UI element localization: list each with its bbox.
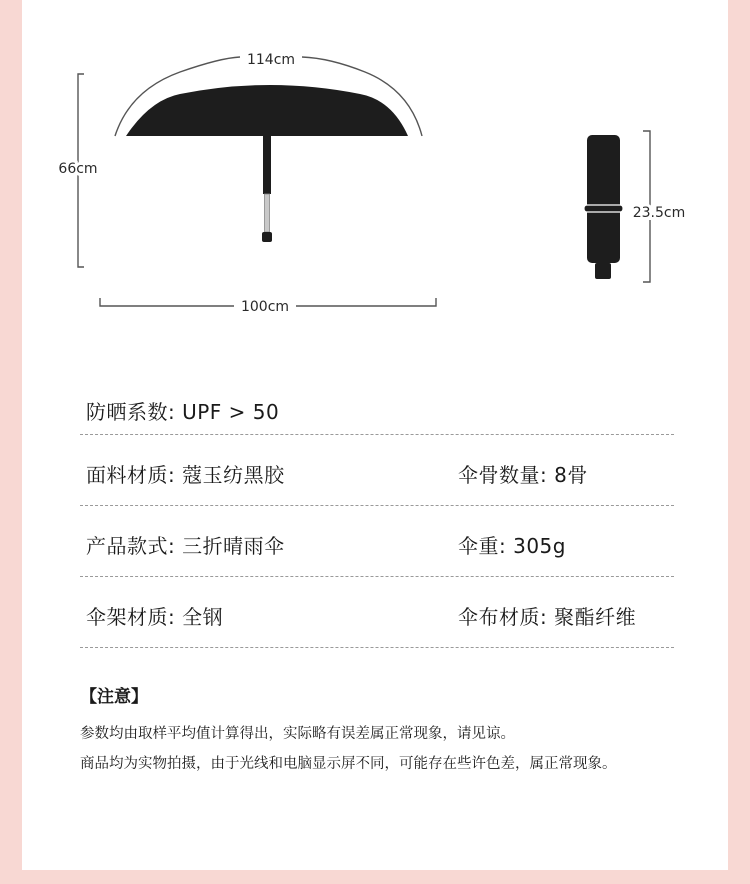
umbrella-canopy <box>126 85 408 136</box>
folded-umbrella-body <box>587 135 620 263</box>
spec-fabric-material: 面料材质: 蔻玉纺黑胶 <box>86 463 285 487</box>
spec-row <box>80 384 674 435</box>
folded-length-label: 23.5cm <box>632 205 686 221</box>
height-label: 66cm <box>58 161 98 177</box>
spec-table <box>80 384 674 648</box>
span-bracket <box>100 298 234 306</box>
spec-row <box>80 506 674 577</box>
umbrella-shaft-metal <box>265 194 270 232</box>
width-label: 114cm <box>246 52 296 68</box>
umbrella-dimension-diagram <box>0 0 750 330</box>
spec-style: 产品款式: 三折晴雨伞 <box>86 534 285 558</box>
spec-weight: 伞重: 305g <box>458 534 566 558</box>
spec-uv-protection: 防晒系数: UPF > 50 <box>86 400 280 424</box>
notice-line: 商品均为实物拍摄，由于光线和电脑显示屏不同，可能存在些许色差，属正常现象。 <box>80 756 617 772</box>
span-label: 100cm <box>240 299 290 315</box>
spec-cloth-material: 伞布材质: 聚酯纤维 <box>458 605 637 629</box>
umbrella-handle <box>262 232 272 242</box>
notice-line: 参数均由取样平均值计算得出，实际略有误差属正常现象，请见谅。 <box>80 726 515 742</box>
folded-umbrella-strap <box>584 205 623 212</box>
umbrella-shaft <box>263 134 271 194</box>
spec-row <box>80 577 674 648</box>
spec-rib-count: 伞骨数量: 8骨 <box>458 463 588 487</box>
folded-umbrella-handle <box>595 263 611 279</box>
spec-row <box>80 435 674 506</box>
notice-section <box>80 682 720 779</box>
spec-frame-material: 伞架材质: 全钢 <box>86 605 224 629</box>
span-bracket <box>296 298 436 306</box>
notice-title: 【注意】 <box>80 687 148 707</box>
